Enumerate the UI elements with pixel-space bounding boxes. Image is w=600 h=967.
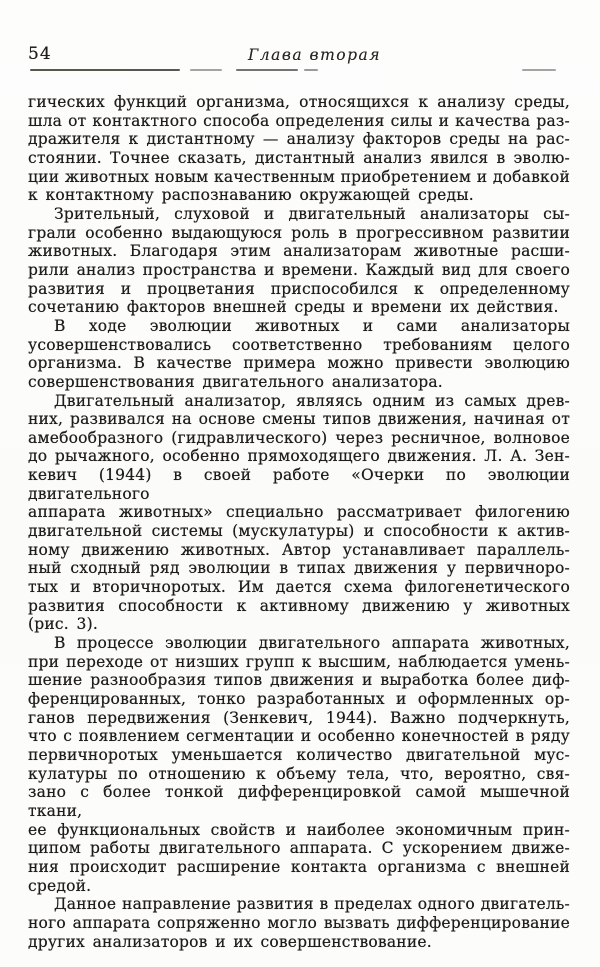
text-line: к контактному распознаванию окружающей среды.: [28, 186, 474, 205]
text-line: ный сходный ряд эволюции в типах движения у первичноро-: [28, 559, 570, 578]
body-text: [28, 93, 570, 951]
text-line: Двигательный анализатор, являясь одним из самых древ-: [54, 391, 570, 410]
header-rule-segment: [30, 69, 180, 71]
text-line: животных. Благодаря этим анализаторам животные расши-: [28, 242, 570, 261]
text-line: Данное направление развития в пределах одного двигатель-: [54, 895, 570, 914]
paragraph: [28, 392, 570, 635]
text-line: (рис. 3).: [28, 615, 98, 634]
text-line: сочетанию факторов внешней среды и времени их действия.: [28, 298, 559, 317]
text-line: средой.: [28, 876, 92, 895]
text-line: гических функций организма, относящихся к анализу среды,: [28, 93, 570, 111]
text-line: аппарата животных» специально рассматривает филогению: [28, 503, 570, 522]
text-line: дражителя к дистантному — анализу факторов среды на рас-: [28, 130, 570, 149]
text-line: ному движению животных. Автор устанавливает параллель-: [28, 540, 570, 559]
text-line: шла от контактного способа определения силы и качества раз-: [28, 111, 570, 130]
text-line: развития и процветания приспособился к определенному: [28, 279, 570, 298]
text-line: кевич (1944) в своей работе «Очерки по эволюции двигательного: [28, 466, 570, 503]
page-header: [28, 44, 570, 66]
text-line: В процессе эволюции двигательного аппарата животных,: [54, 634, 570, 653]
header-rule-segment: [522, 69, 556, 71]
text-line: двигательной системы (мускулатуры) и способности к актив-: [28, 522, 570, 541]
header-rule: [0, 68, 600, 72]
text-line: других анализаторов и их совершенствование.: [28, 932, 432, 951]
running-header: Глава вторая: [248, 46, 382, 64]
text-line: тых и вторичноротых. Им дается схема филогенетического: [28, 578, 570, 597]
text-line: амебообразного (гидравлического) через ресничное, волновое: [28, 428, 570, 447]
paragraph: [28, 895, 570, 951]
text-line: зано с более тонкой дифференцировкой самой мышечной ткани,: [28, 783, 570, 820]
text-line: шение разнообразия типов движения и выработка более диф-: [28, 671, 570, 690]
paragraph: [28, 93, 570, 205]
text-line: стоянии. Точнее сказать, дистантный анализ явился в эволю-: [28, 148, 570, 167]
text-line: до рычажного, особенно прямоходящего движения. Л. А. Зен-: [28, 447, 570, 466]
header-rule-segment: [236, 69, 298, 71]
paragraph: [28, 634, 570, 895]
text-line: совершенствования двигательного анализатора.: [28, 372, 443, 391]
header-rule-segment: [304, 69, 318, 71]
text-line: ганов передвижения (Зенкевич, 1944). Важно подчеркнуть,: [28, 708, 570, 727]
text-line: ного аппарата сопряженно могло вызвать дифференцирование: [28, 913, 570, 932]
text-line: что с появлением сегментации и особенно конечностей в ряду: [28, 727, 570, 746]
page-number: 54: [28, 44, 52, 64]
text-line: них, развивался на основе смены типов движения, начиная от: [28, 410, 570, 429]
text-line: первичноротых уменьшается количество двигательной мус-: [28, 745, 570, 764]
text-line: В ходе эволюции животных и сами анализаторы: [54, 316, 570, 335]
text-line: усовершенствовались соответственно требованиям целого: [28, 335, 570, 354]
text-line: грали особенно выдающуюся роль в прогрессивном развитии: [28, 223, 570, 242]
text-line: ференцированных, тонко разработанных и оформленных ор-: [28, 690, 570, 708]
text-line: ципом работы двигательного аппарата. С ускорением движе-: [28, 839, 570, 858]
text-line: при переходе от низших групп к высшим, наблюдается умень-: [28, 652, 570, 671]
text-line: рили анализ пространства и времени. Каждый вид для своего: [28, 260, 570, 279]
text-line: ее функциональных свойств и наиболее экономичным прин-: [28, 820, 570, 839]
text-line: ции животных новым качественным приобретением и добавкой: [28, 167, 570, 186]
text-line: организма. В качестве примера можно привести эволюцию: [28, 354, 570, 373]
text-line: развития способности к активному движению у животных: [28, 596, 570, 615]
text-line: ния происходит расширение контакта организма с внешней: [28, 857, 570, 876]
paragraph: [28, 317, 570, 392]
paragraph: [28, 205, 570, 317]
text-line: Зрительный, слуховой и двигательный анализаторы сы-: [54, 204, 570, 223]
header-rule-segment: [190, 69, 222, 71]
text-line: кулатуры по отношению к объему тела, что, вероятно, свя-: [28, 764, 570, 783]
